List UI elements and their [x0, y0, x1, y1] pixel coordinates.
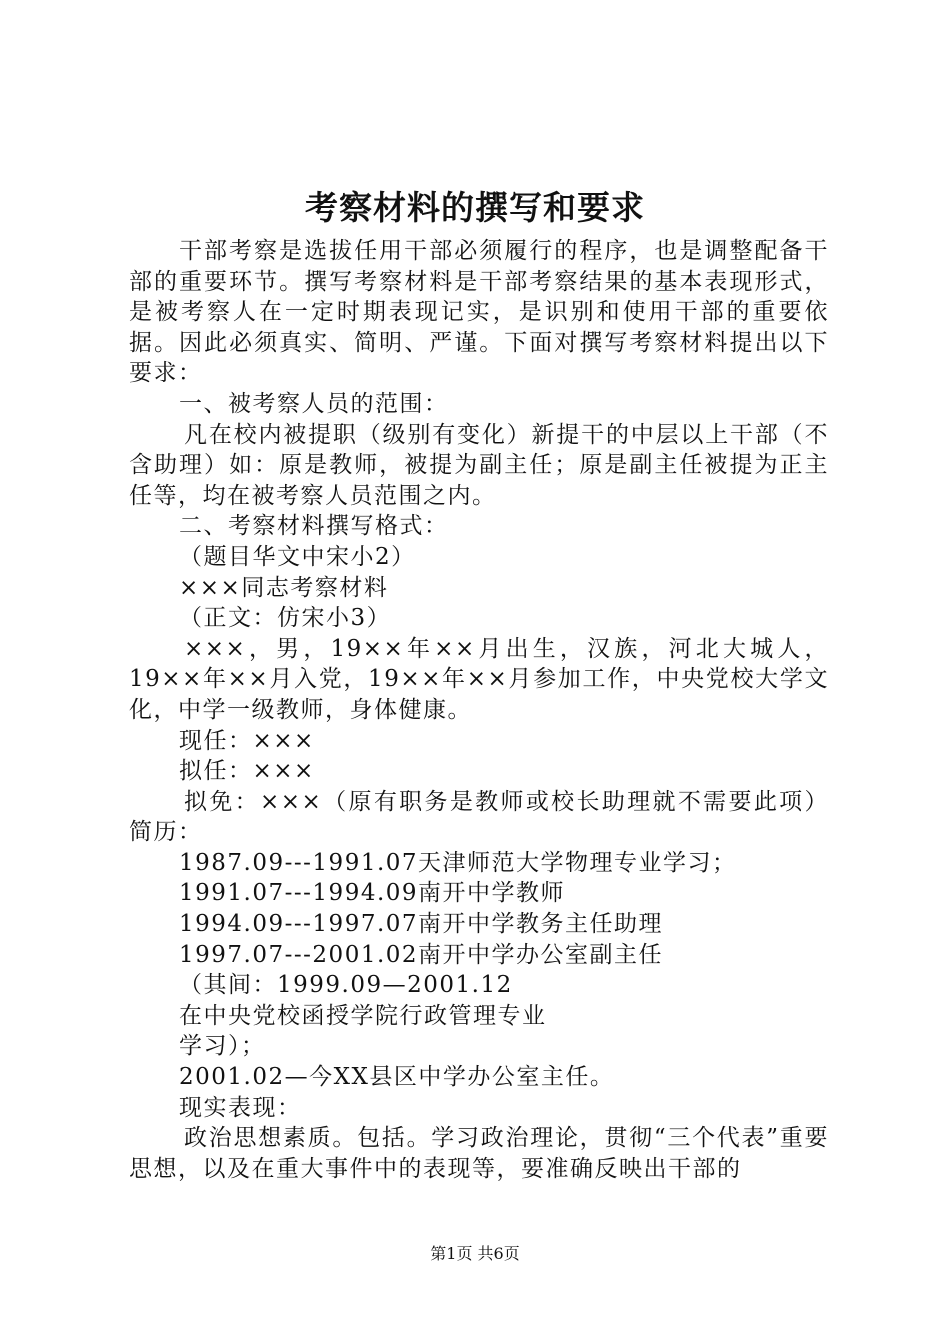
resume-item: 1987.09---1991.07天津师范大学物理专业学习； — [179, 849, 737, 876]
scope-paragraph: 凡在校内被提职（级别有变化）新提干的中层以上干部（不含助理）如：原是教师，被提为副主任；原是副主任被提为正主任等，均在被考察人员范围之内。 — [129, 421, 829, 509]
performance-paragraph: 政治思想素质。包括。学习政治理论，贯彻“三个代表”重要思想，以及在重大事件中的表现等，要准确反映出干部的 — [129, 1125, 829, 1182]
proposed-position: 拟任：××× — [179, 758, 315, 785]
profile-paragraph: ×××，男，19××年××月出生，汉族，河北大城人，19××年××月入党，19××年××月参加工作，中央党校大学文化，中学一级教师，身体健康。 — [129, 635, 829, 723]
resume-note: 在中央党校函授学院行政管理专业 — [179, 1002, 547, 1029]
document-body — [129, 236, 829, 1184]
proposed-removal: 拟免：×××（原有职务是教师或校长助理就不需要此项）简历： — [129, 788, 829, 846]
sample-title: ×××同志考察材料 — [179, 574, 389, 601]
section-heading-performance: 现实表现： — [179, 1094, 302, 1121]
document-title: 考察材料的撰写和要求 — [305, 188, 645, 227]
resume-item: 2001.02—今XX县区中学办公室主任。 — [179, 1064, 615, 1091]
intro-paragraph: 干部考察是选拔任用干部必须履行的程序，也是调整配备干部的重要环节。撰写考察材料是干部考察结果的基本表现形式，是被考察人在一定时期表现记实，是识别和使用干部的重要依据。因此必须真实、简明、严谨。下面对撰写考察材料提出以下要求： — [129, 238, 829, 387]
resume-item: 1994.09---1997.07南开中学教务主任助理 — [179, 911, 664, 938]
current-position: 现任：××× — [179, 727, 315, 754]
resume-note: （其间：1999.09—2001.12 — [179, 972, 513, 999]
format-note-body: （正文：仿宋小3） — [179, 605, 392, 632]
resume-note: 学习）； — [179, 1033, 266, 1060]
section-heading-1: 一、被考察人员的范围： — [179, 390, 449, 417]
section-heading-2: 二、考察材料撰写格式： — [179, 513, 449, 540]
format-note-title: （题目华文中宋小2） — [179, 543, 416, 570]
page-number: 第1页 共6页 — [430, 1244, 520, 1263]
resume-item: 1991.07---1994.09南开中学教师 — [179, 880, 566, 907]
resume-item: 1997.07---2001.02南开中学办公室副主任 — [179, 941, 664, 968]
